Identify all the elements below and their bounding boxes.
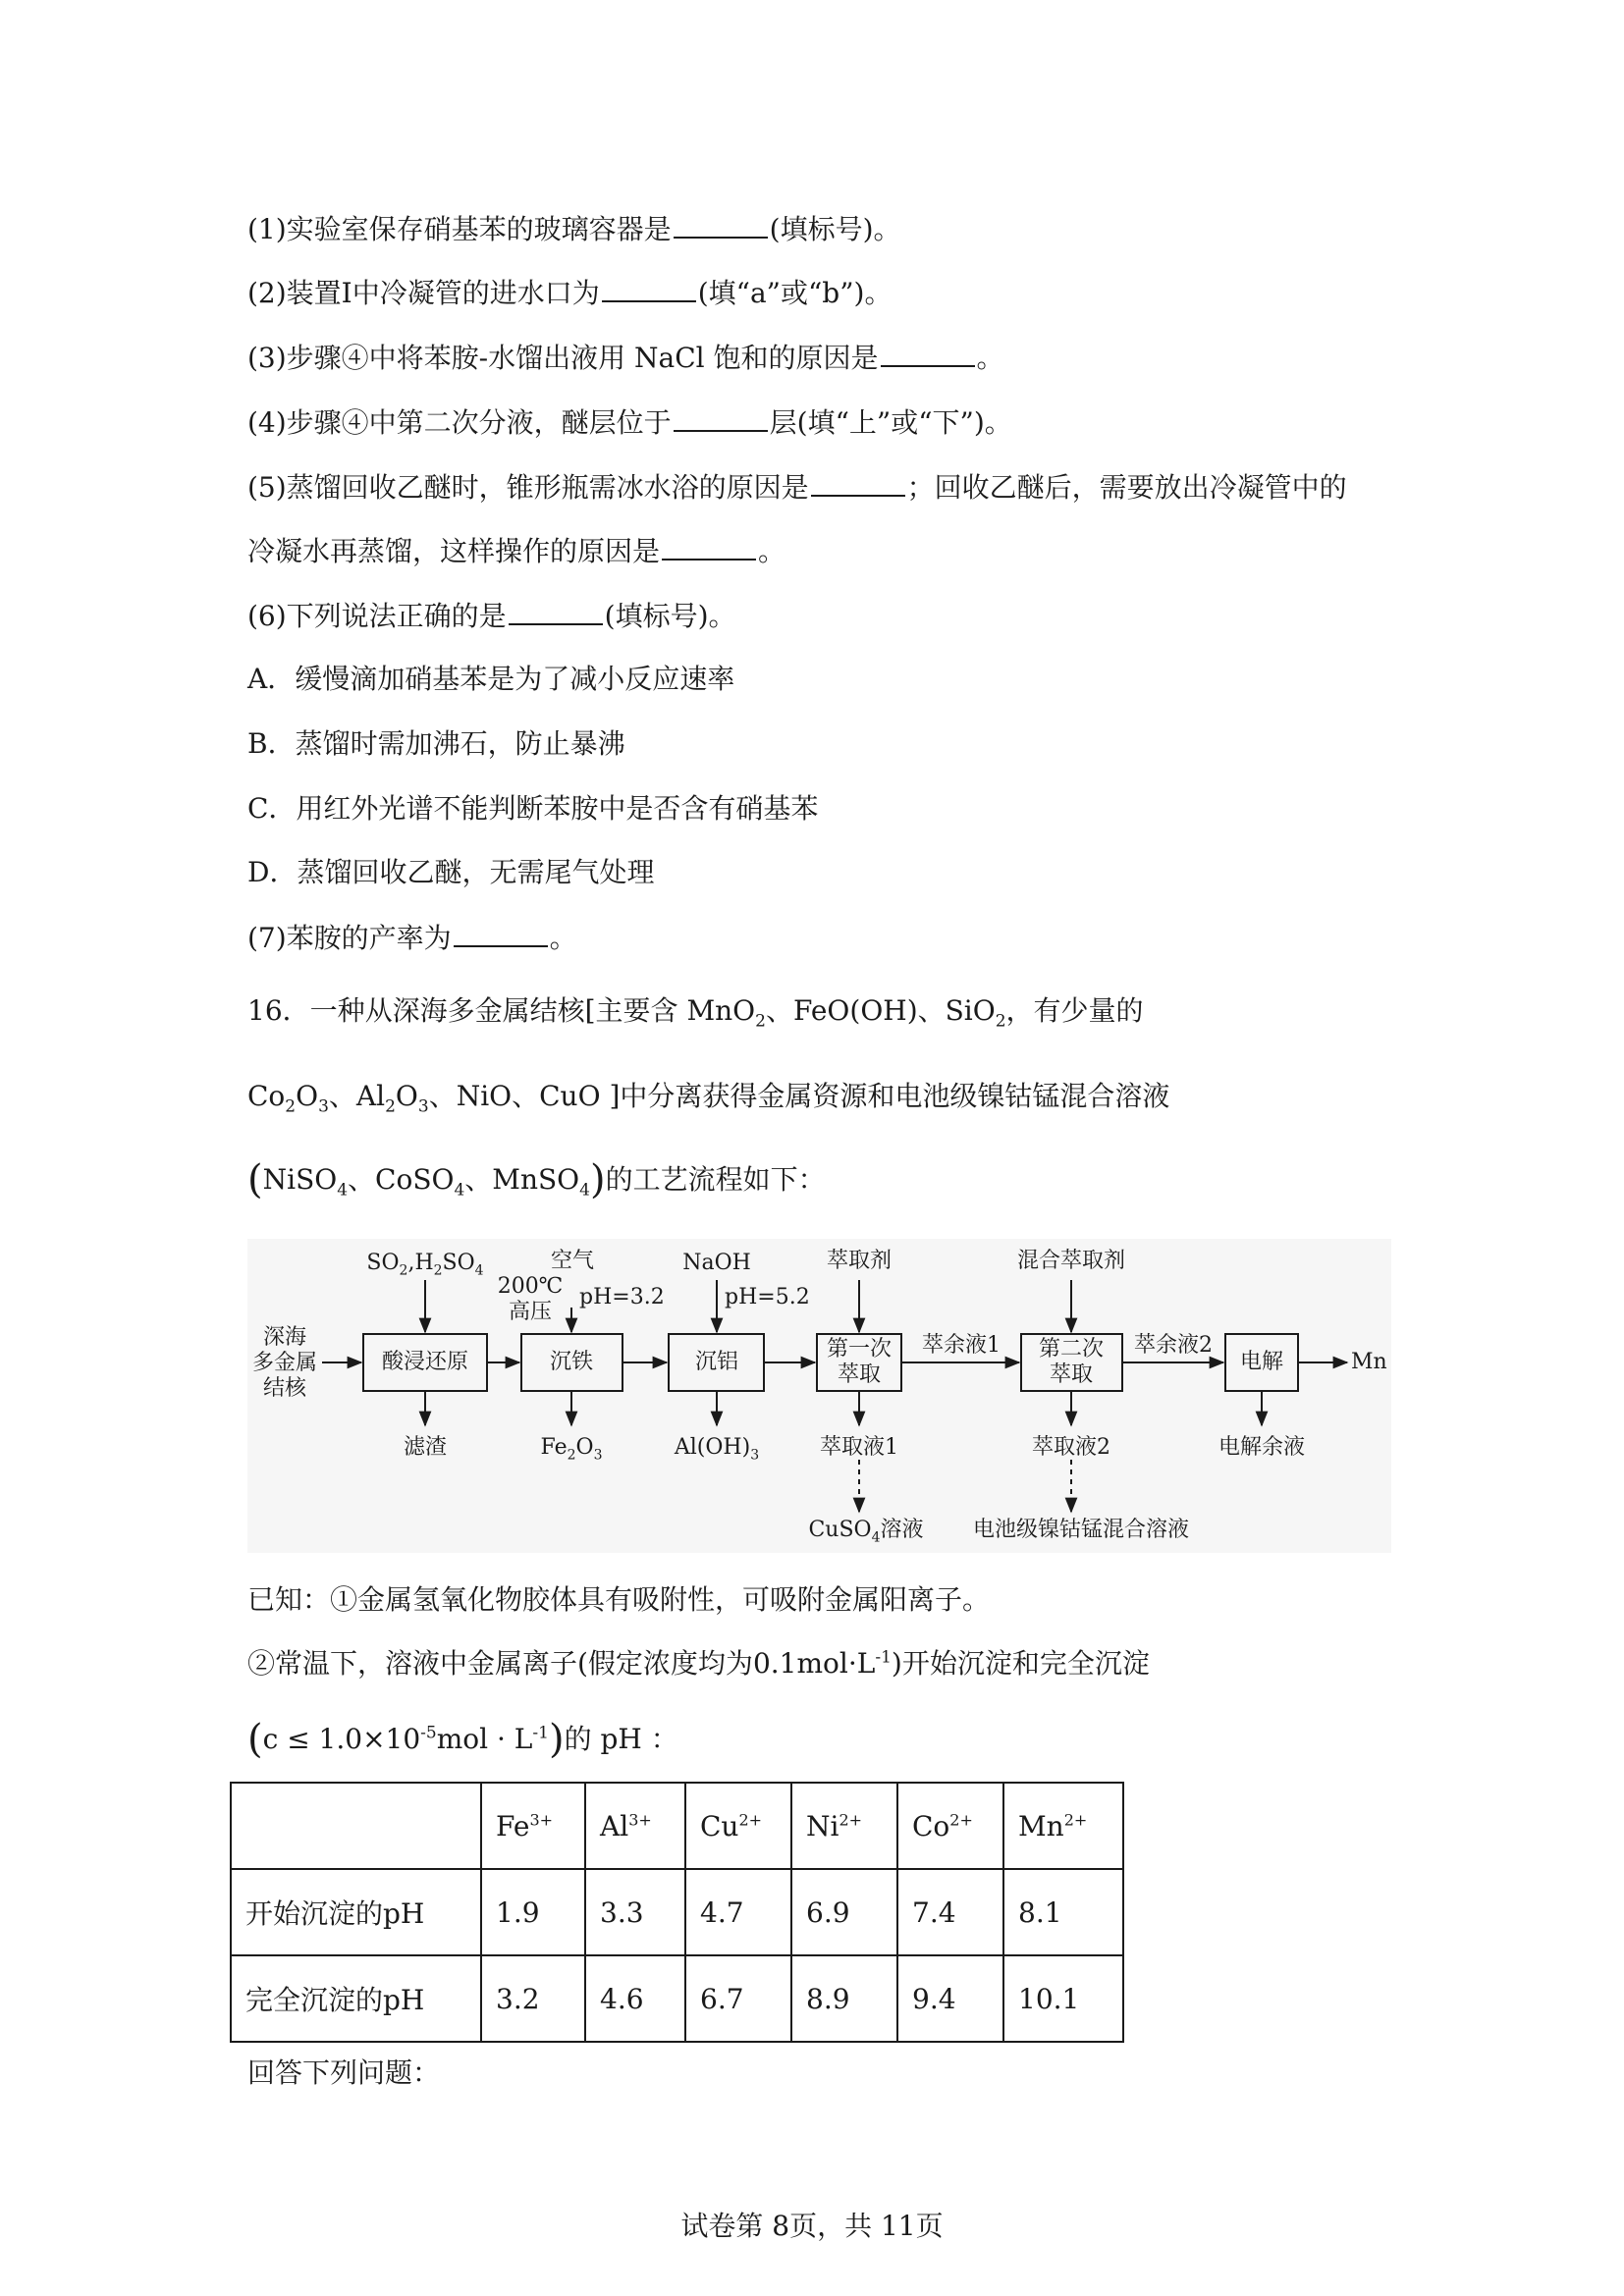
reagent-mixed-extractant: 混合萃取剂 — [1016, 1249, 1126, 1273]
condition-temperature: 200℃ — [497, 1274, 564, 1299]
q15-part1: (1)实验室保存硝基苯的玻璃容器是 (填标号)。 — [247, 209, 901, 249]
table-header-row — [231, 1783, 1123, 1869]
table-header-cell: $Ni^{2+}$ — [791, 1783, 897, 1869]
box-label-al-precip: 沉铝 — [694, 1350, 739, 1374]
box-label-extract-1: 第一次 萃取 — [826, 1337, 893, 1387]
answer-blank[interactable] — [662, 531, 756, 561]
flow-lines — [247, 1239, 1391, 1553]
table-header-cell: $Al^{3+}$ — [585, 1783, 685, 1869]
table-cell: 10.1 — [1003, 1955, 1123, 2042]
table-row — [231, 1955, 1123, 2042]
table-header-cell: $Mn^{2+}$ — [1003, 1783, 1123, 1869]
answer-prompt: 回答下列问题： — [247, 2056, 441, 2089]
table-header-cell: $Co^{2+}$ — [897, 1783, 1003, 1869]
q16-intro-line3: (NiSO$_4$、CoSO$_4$、MnSO$_4$)的工艺流程如下： — [247, 1157, 826, 1202]
output-cuso4-solution: CuSO$_4$溶液 — [808, 1518, 924, 1546]
option-b: B．蒸馏时需加沸石，防止暴沸 — [247, 727, 625, 760]
output-battery-solution: 电池级镍钴锰混合溶液 — [972, 1518, 1190, 1542]
box-label-extract-2: 第二次 萃取 — [1038, 1337, 1105, 1387]
output-electrolysis-residue: 电解余液 — [1218, 1435, 1306, 1460]
reagent-air: 空气 — [550, 1249, 595, 1273]
box-label-electrolysis: 电解 — [1239, 1350, 1284, 1374]
q16-intro-line1: 16．一种从深海多金属结核[主要含 MnO$_2$、FeO(OH)、SiO$_2$，有少量的 — [247, 994, 1144, 1032]
table-cell: 4.6 — [585, 1955, 685, 2042]
row-label: 完全沉淀的pH — [231, 1955, 481, 2042]
reagent-extractant: 萃取剂 — [826, 1249, 893, 1273]
q15-part6: (6)下列说法正确的是 (填标号)。 — [247, 596, 736, 636]
row-label: 开始沉淀的pH — [231, 1869, 481, 1955]
feed-label: 深海 多金属 结核 — [251, 1325, 318, 1401]
raffinate-2-label: 萃余液2 — [1134, 1333, 1213, 1358]
answer-blank[interactable] — [811, 467, 905, 497]
option-d: D．蒸馏回收乙醚，无需尾气处理 — [247, 856, 655, 888]
known-2-cont: $(c \le 1.0\times 10^{-5}mol \cdot L^{-1})$的 pH ： — [247, 1717, 678, 1762]
q16-intro-line2: $Co_2O_3$、$Al_2O_3$、NiO、CuO ]中分离获得金属资源和电池级镍钴锰混合溶液 — [247, 1080, 1170, 1117]
table-corner-cell — [231, 1783, 481, 1869]
raffinate-1-label: 萃余液1 — [922, 1333, 1001, 1358]
q15-part2: (2)装置I中冷凝管的进水口为 (填“a”或“b”)。 — [247, 273, 892, 313]
table-cell: 4.7 — [685, 1869, 791, 1955]
box-label-iron-precip: 沉铁 — [549, 1350, 594, 1374]
answer-blank[interactable] — [674, 402, 768, 432]
table-cell: 1.9 — [481, 1869, 585, 1955]
table-cell: 7.4 — [897, 1869, 1003, 1955]
answer-blank[interactable] — [454, 918, 548, 947]
answer-blank[interactable] — [602, 273, 696, 302]
condition-ph-3-2: pH=3.2 — [579, 1285, 665, 1309]
q15-part4: (4)步骤④中第二次分液，醚层位于 层(填“上”或“下”)。 — [247, 402, 1012, 443]
table-header-cell: $Fe^{3+}$ — [481, 1783, 585, 1869]
table-cell: 8.9 — [791, 1955, 897, 2042]
condition-ph-5-2: pH=5.2 — [725, 1285, 810, 1309]
output-extract-1: 萃取液1 — [820, 1435, 898, 1460]
table-cell: 6.9 — [791, 1869, 897, 1955]
table-cell: 3.2 — [481, 1955, 585, 2042]
condition-pressure: 高压 — [508, 1300, 553, 1324]
table-cell: 9.4 — [897, 1955, 1003, 2042]
process-flow-diagram — [247, 1239, 1391, 1553]
q15-part5: (5)蒸馏回收乙醚时，锥形瓶需冰水浴的原因是 ；回收乙醚后，需要放出冷凝管中的 — [247, 467, 1347, 507]
q15-part3: (3)步骤④中将苯胺-水馏出液用 NaCl 饱和的原因是 。 — [247, 338, 1004, 378]
reagent-naoh: NaOH — [682, 1251, 751, 1275]
answer-blank[interactable] — [674, 209, 768, 239]
option-c: C．用红外光谱不能判断苯胺中是否含有硝基苯 — [247, 792, 819, 825]
output-extract-2: 萃取液2 — [1032, 1435, 1110, 1460]
table-header-cell: $Cu^{2+}$ — [685, 1783, 791, 1869]
table-row — [231, 1869, 1123, 1955]
precipitation-ph-table — [230, 1782, 1124, 2043]
table-cell: 8.1 — [1003, 1869, 1123, 1955]
reagent-so2-h2so4: $SO_2,H_2SO_4$ — [366, 1251, 484, 1279]
output-residue: 滤渣 — [403, 1435, 448, 1460]
output-fe2o3: $Fe_2O_3$ — [540, 1435, 603, 1464]
answer-blank[interactable] — [881, 338, 975, 367]
table-cell: 6.7 — [685, 1955, 791, 2042]
box-label-acid-leach: 酸浸还原 — [381, 1350, 469, 1374]
product-mn: Mn — [1351, 1350, 1387, 1374]
option-a: A．缓慢滴加硝基苯是为了减小反应速率 — [247, 663, 735, 695]
known-1: 已知：①金属氢氧化物胶体具有吸附性，可吸附金属阳离子。 — [247, 1583, 991, 1616]
page-footer: 试卷第 8页，共 11页 — [680, 2210, 944, 2242]
q15-part7: (7)苯胺的产率为 。 — [247, 918, 577, 958]
table-cell: 3.3 — [585, 1869, 685, 1955]
q15-part5-cont: 冷凝水再蒸馏，这样操作的原因是 。 — [247, 531, 785, 571]
known-2: ②常温下，溶液中金属离子(假定浓度均为$0.1mol\cdot L^{-1}$)开始沉淀和完全沉淀 — [247, 1647, 1150, 1680]
answer-blank[interactable] — [509, 596, 603, 625]
output-aloh3: $Al(OH)_3$ — [674, 1435, 760, 1464]
